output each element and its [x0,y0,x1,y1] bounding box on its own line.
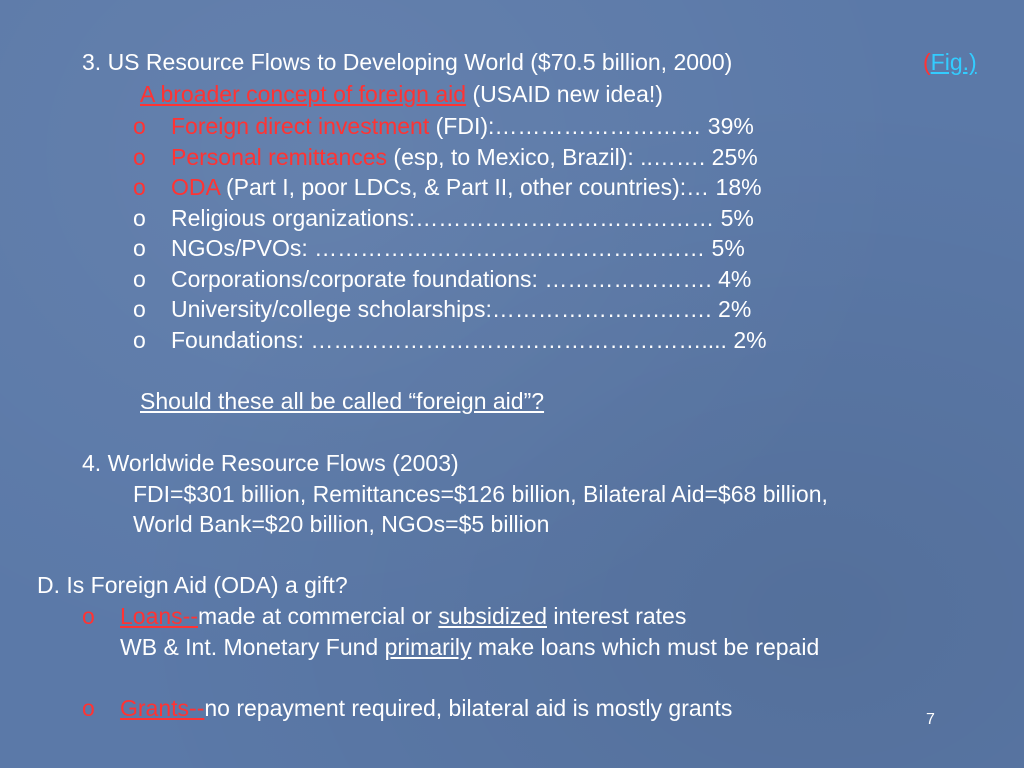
list-bullet: o [133,144,146,170]
list-item [133,233,745,263]
list-item-text: Religious organizations:………………………………… 5% [171,205,754,231]
wb-text2: make loans which must be repaid [471,634,820,660]
question-text[interactable]: Should these all be called “foreign aid”? [140,388,545,414]
list-item-text: Corporations/corporate foundations: …………………. 4% [171,266,752,292]
list-item-highlight: Foreign direct investment [171,113,430,139]
list-bullet: o [133,205,146,231]
grants-item [82,693,732,723]
loans-link[interactable]: Loans [120,603,183,629]
section4-line2-text: World Bank=$20 billion, NGOs=$5 billion [133,511,550,537]
section3-heading-text: 3. US Resource Flows to Developing World ($70.5 billion, 2000) [82,49,733,75]
list-item-highlight: Personal remittances [171,144,388,170]
section4-heading [82,448,459,478]
grants-dash: -- [189,695,205,721]
foreign-aid-question[interactable] [140,386,544,416]
list-item-text: (esp, to Mexico, Brazil): ..……. 25% [387,144,758,170]
list-item [133,294,751,324]
list-item [133,325,767,355]
list-bullet: o [133,296,146,322]
sectionD-heading [37,570,348,600]
section4-line1-text: FDI=$301 billion, Remittances=$126 billion, Bilateral Aid=$68 billion, [133,481,828,507]
concept-link[interactable]: A broader concept of foreign aid [140,81,467,107]
concept-note: (USAID new idea!) [466,81,663,107]
sectionD-heading-text: D. Is Foreign Aid (ODA) a gift? [37,572,348,598]
list-item-text: University/college scholarships:………………….……. 2% [171,296,752,322]
section4-line1 [133,479,828,509]
page-number: 7 [926,711,935,728]
grants-link[interactable]: Grants [120,695,190,721]
list-bullet: o [133,327,146,353]
concept-line [140,79,663,109]
grants-bullet: o [82,695,95,721]
list-item [133,111,754,141]
list-item-text: (Part I, poor LDCs, & Part II, other countries):… 18% [219,174,762,200]
list-item [133,203,754,233]
grants-text: no repayment required, bilateral aid is mostly grants [204,695,733,721]
loans-text1: made at commercial or [198,603,439,629]
list-item [133,264,751,294]
fig-link[interactable]: Fig.) [930,49,977,75]
loans-text2: interest rates [547,603,687,629]
fig-open-paren: ( [923,49,931,75]
loans-dash: -- [182,603,198,629]
fig-link-wrapper[interactable] [923,47,977,77]
primarily-word: primarily [384,634,472,660]
subsidized-word: subsidized [438,603,547,629]
list-item [133,172,762,202]
list-bullet: o [133,174,146,200]
list-item-text: (FDI):……………………… 39% [429,113,754,139]
list-item-text: NGOs/PVOs: …………………………………………… 5% [171,235,745,261]
loans-bullet: o [82,603,95,629]
list-bullet: o [133,235,146,261]
section4-heading-text: 4. Worldwide Resource Flows (2003) [82,450,459,476]
list-bullet: o [133,266,146,292]
section3-heading [82,47,732,77]
list-item-highlight: ODA [171,174,220,200]
list-item-text: Foundations: …………………………………………….... 2% [171,327,767,353]
list-item [133,142,758,172]
section4-line2 [133,509,549,539]
wb-line [120,632,819,662]
list-bullet: o [133,113,146,139]
wb-text1: WB & Int. Monetary Fund [120,634,385,660]
loans-item [82,601,686,631]
